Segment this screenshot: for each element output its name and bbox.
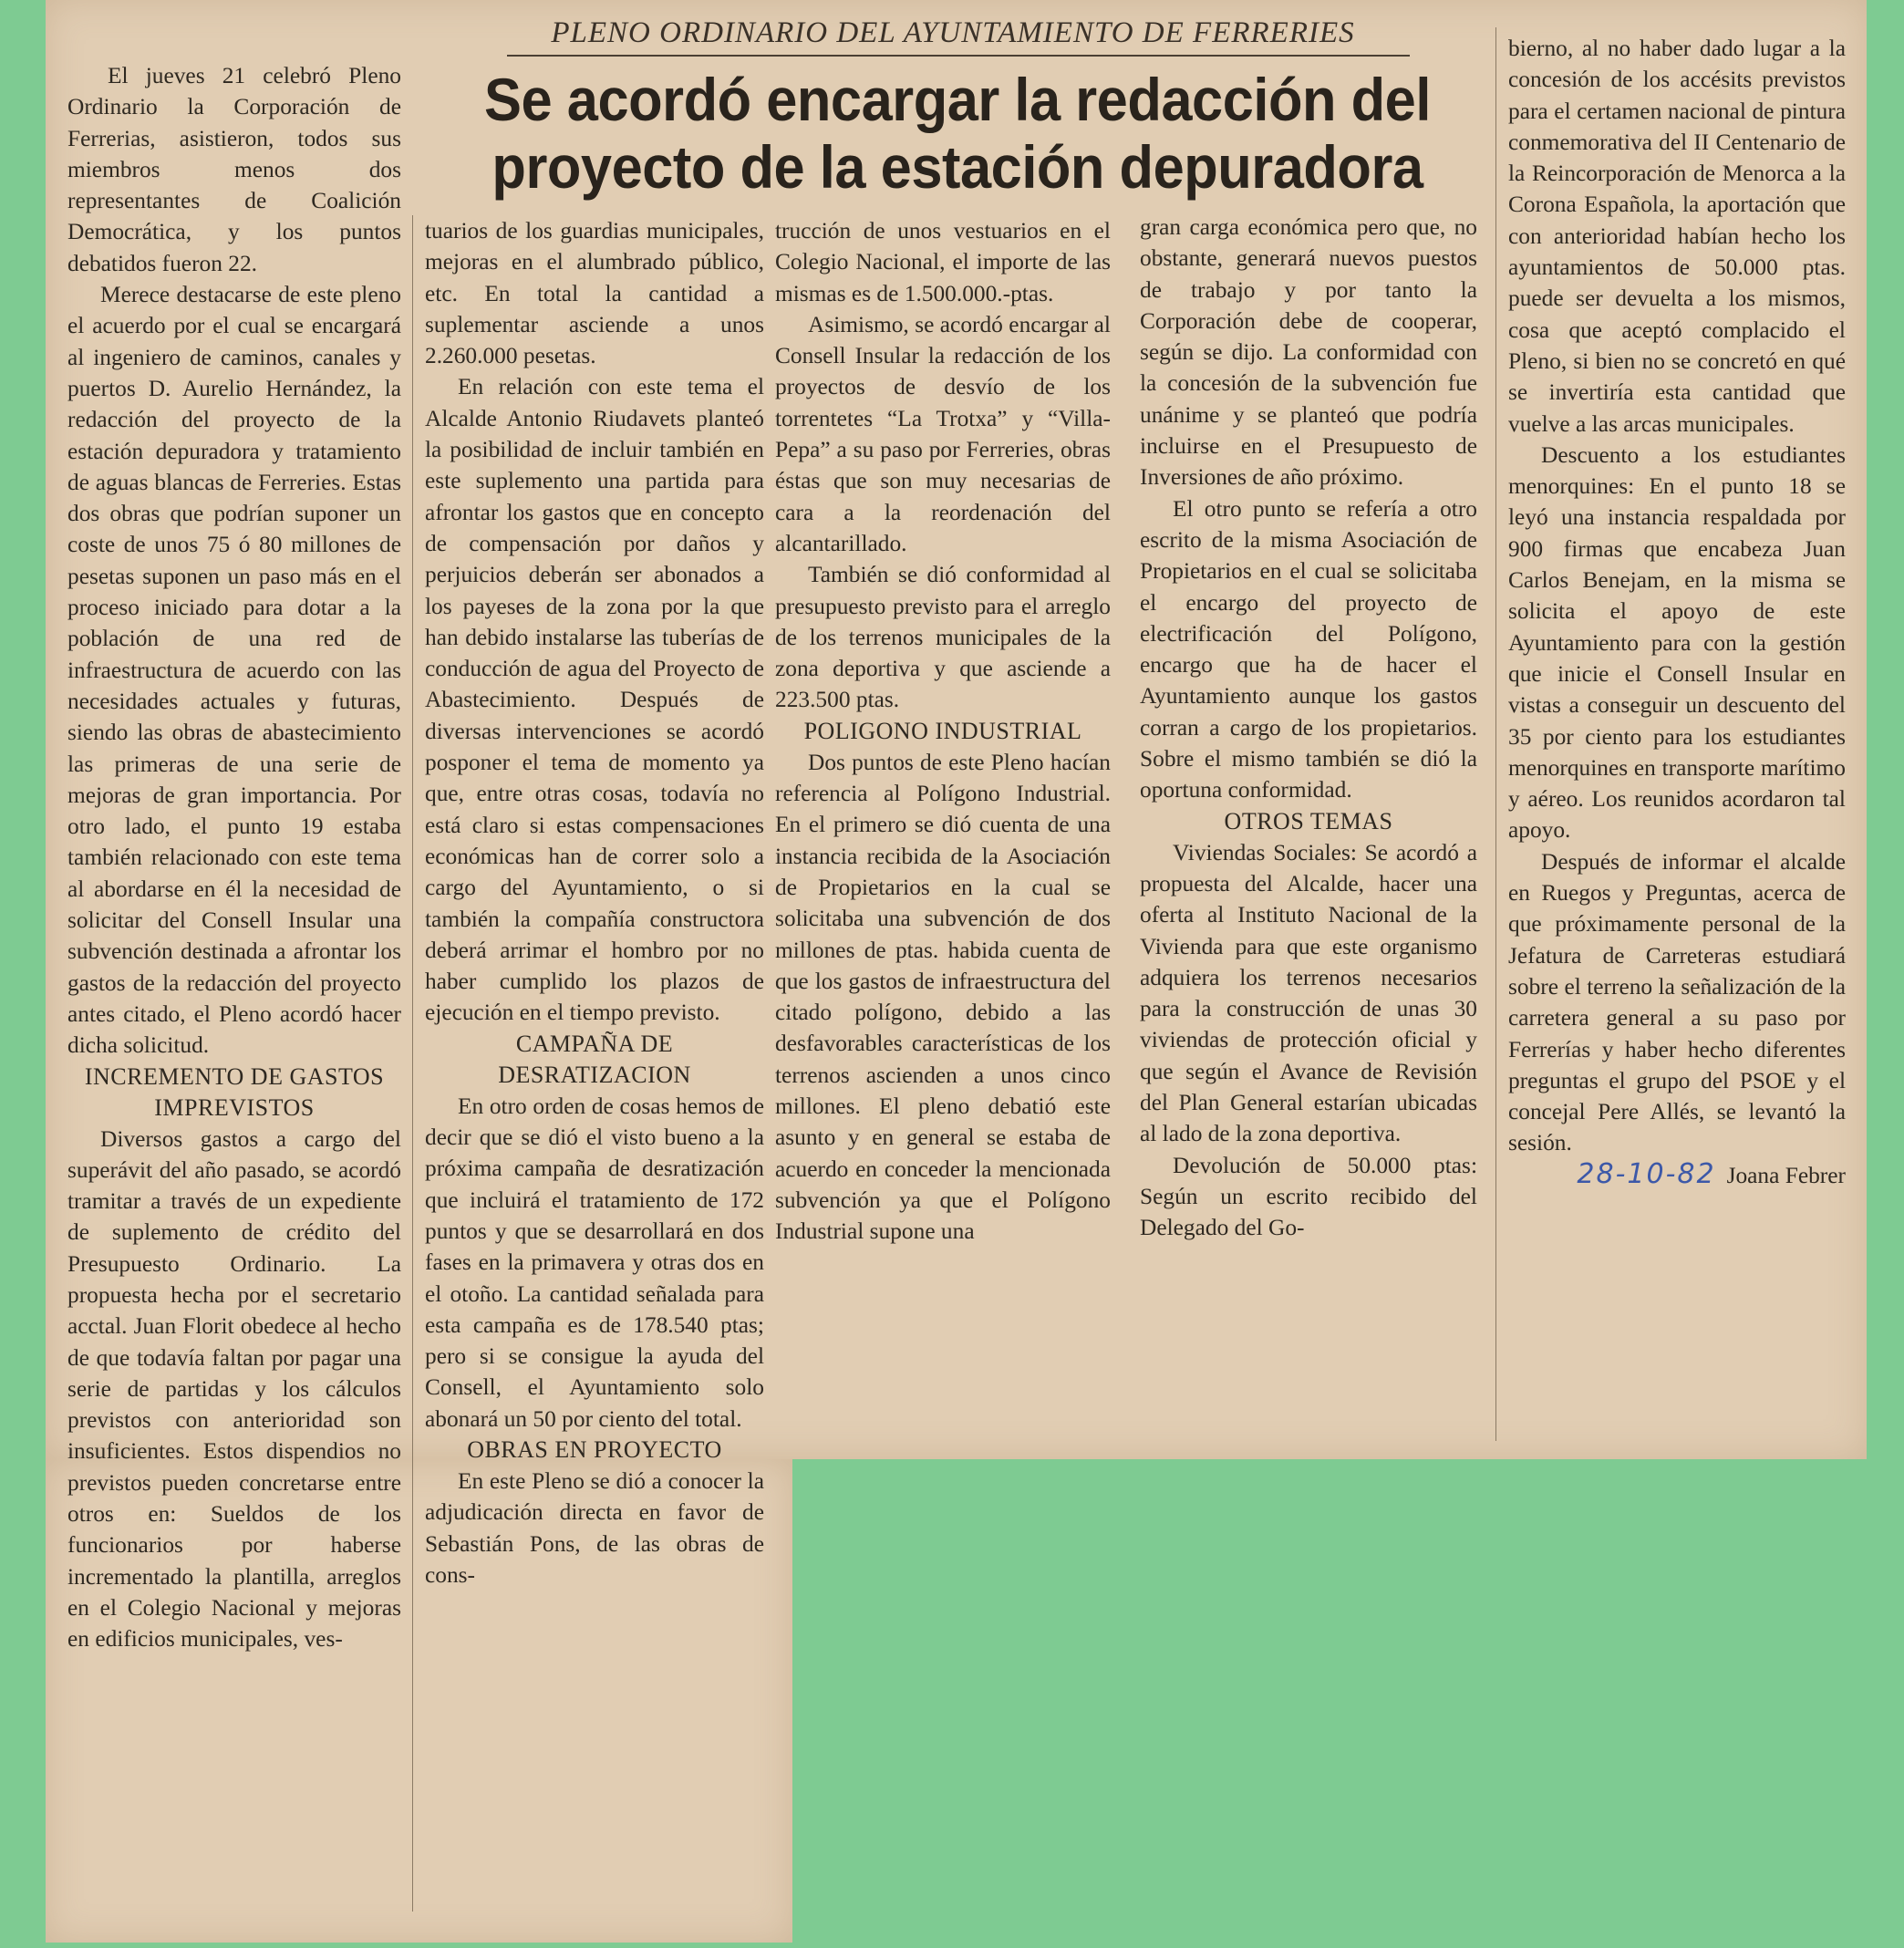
section-heading: POLIGONO INDUSTRIAL — [803, 717, 1082, 744]
overline: PLENO ORDINARIO DEL AYUNTAMIENTO DE FERRERIES — [551, 16, 1355, 49]
paragraph: Descuento a los estudiantes menorquines: En el punto 18 se leyó una instancia respaldada por 900 firmas que encabeza Juan Carlos Benejam, en la misma se solicita el apoyo de este Ayuntamiento para con la gestión que inicie el Consell Insular en vistas a conseguir un descuento del 35 por ciento para los estudiantes menorquines en transporte marítimo y aéreo. Los reunidos acordaron tal apoyo. — [1508, 441, 1846, 844]
signature-line — [1508, 1159, 1846, 1191]
column-divider — [412, 215, 413, 1912]
section-heading: OBRAS EN PROYECTO — [467, 1435, 722, 1463]
paragraph: trucción de unos vestuarios en el Colegio Nacional, el importe de las mismas es de 1.500.000.-ptas. — [775, 218, 1111, 306]
column-3 — [775, 215, 1111, 1248]
paragraph: El jueves 21 celebró Pleno Ordinario la Corporación de Ferrerias, asistieron, todos sus miembros menos dos representantes de Coalición Democrática, y los puntos debatidos fueron 22. — [67, 63, 401, 276]
headline: Se acordó encargar la redacción del proyecto de la estación depuradora — [484, 66, 1431, 201]
column-1 — [67, 60, 401, 1655]
paragraph: En otro orden de cosas hemos de decir que se dió el visto bueno a la próxima campaña de desratización que incluirá el tratamiento de 172 puntos y que se desarrollará en dos fases en la primavera y otras dos en el otoño. La cantidad señalada para esta campaña es de 178.540 ptas; pero si se consigue la ayuda del Consell, el Ayuntamiento solo abonará un 50 por ciento del total. — [425, 1093, 764, 1432]
section-heading: INCREMENTO DE GASTOS IMPREVISTOS — [84, 1062, 385, 1121]
paragraph: Asimismo, se acordó encargar al Consell Insular la redacción de los proyectos de desvío de los torrentetes “La Trotxa” y “Villa-Pepa” a su paso por Ferreries, obras éstas que son muy necesarias de cara a la reordenación del alcantarillado. — [775, 311, 1111, 556]
handwritten-date: 28-10-82 — [1577, 1157, 1716, 1190]
paragraph: Después de informar el alcalde en Ruegos y Preguntas, acerca de que próximamente personal de la Jefatura de Carreteras estudiará sobre el terreno la señalización de la carretera general a su paso por Ferrerías y haber hecho diferentes preguntas el grupo del PSOE y el concejal Pere Allés, se levantó la sesión. — [1508, 848, 1846, 1156]
section-heading: OTROS TEMAS — [1224, 807, 1393, 834]
column-4 — [1140, 212, 1477, 1244]
paragraph: En relación con este tema el Alcalde Antonio Riudavets planteó la posibilidad de incluir también en este suplemento una partida para afrontar los gastos que en concepto de compensación por daños y perjuicios deberán ser abonados a los payeses de la zona por la que han debido instalarse las tuberías de conducción de agua del Proyecto de Abastecimiento. Después de diversas intervenciones se acordó posponer el tema de momento ya que, entre otras cosas, todavía no está claro si estas compensaciones económicas han de correr solo a cargo del Ayuntamiento, o si también la compañía constructora deberá arrimar el hombro por no haber cumplido los plazos de ejecución en el tiempo previsto. — [425, 374, 764, 1026]
paragraph: Diversos gastos a cargo del superávit del año pasado, se acordó tramitar a través de un expediente de suplemento de crédito del Presupuesto Ordinario. La propuesta hecha por el secretario acctal. Juan Florit obedece al hecho de que todavía faltan por pagar una serie de partidas y los cálculos previstos con anterioridad son insuficientes. Estos dispendios no previstos pueden concretarse entre otros en: Sueldos de los funcionarios por haberse incrementado la plantilla, arreglos en el Colegio Nacional y mejoras en edificios municipales, ves- — [67, 1125, 401, 1653]
column-divider — [1495, 27, 1496, 1441]
paragraph: Dos puntos de este Pleno hacían referencia al Polígono Industrial. En el primero se dió cuenta de una instancia recibida de la Asociación de Propietarios en la cual se solicitaba una subvención de dos millones de ptas. habida cuenta de que los gastos de infraestructura del citado polígono, debido a las desfavorables características de los terrenos ascienden a unos cinco millones. El pleno debatió este asunto y en general se estaba de acuerdo en conceder la mencionada subvención ya que el Polígono Industrial supone una — [775, 749, 1111, 1245]
paragraph: Devolución de 50.000 ptas: Según un escrito recibido del Delegado del Go- — [1140, 1152, 1477, 1241]
paragraph: El otro punto se refería a otro escrito de la misma Asociación de Propietarios en el cual se solicitaba el encargo del proyecto de electrificación del Polígono, encargo que ha de hacer el Ayuntamiento aunque los gastos corran a cargo de los propietarios. Sobre el mismo también se dió la oportuna conformidad. — [1140, 495, 1477, 803]
paragraph: gran carga económica pero que, no obstante, generará nuevos puestos de trabajo y por tanto la Corporación debe de cooperar, según se dijo. La conformidad con la concesión de la subvención fue unánime y se planteó que podría incluirse en el Presupuesto de Inversiones de año próximo. — [1140, 214, 1477, 491]
paragraph: Viviendas Sociales: Se acordó a propuesta del Alcalde, hacer una oferta al Instituto Nacional de la Vivienda para que este organismo adquiera los terrenos necesarios para la construcción de unas 30 viviendas de protección oficial y que según el Avance de Revisión del Plan General estarían ubicadas al lado de la zona deportiva. — [1140, 839, 1477, 1147]
author-byline: Joana Febrer — [1726, 1162, 1846, 1188]
paragraph: También se dió conformidad al presupuesto previsto para el arreglo de los terrenos municipales de la zona deportiva y que asciende a 223.500 ptas. — [775, 562, 1111, 713]
column-2 — [425, 215, 764, 1591]
paragraph: En este Pleno se dió a conocer la adjudicación directa en favor de Sebastián Pons, de las obras de cons- — [425, 1467, 764, 1588]
section-heading: CAMPAÑA DE DESRATIZACION — [498, 1030, 691, 1088]
paragraph: tuarios de los guardias municipales, mejoras en el alumbrado público, etc. En total la cantidad a suplementar asciende a unos 2.260.000 pesetas. — [425, 218, 764, 369]
paragraph: bierno, al no haber dado lugar a la concesión de los accésits previstos para el certamen nacional de pintura conmemorativa del II Centenario de la Reincorporación de Menorca a la Corona Española, la aportación que con anterioridad habían hecho los ayuntamientos de 50.000 ptas. puede ser devuelta a los mismos, cosa que aceptó complacido el Pleno, si bien no se concretó en qué se invertiría esta cantidad que vuelve a las arcas municipales. — [1508, 36, 1846, 437]
column-5 — [1508, 33, 1846, 1191]
paragraph: Merece destacarse de este pleno el acuerdo por el cual se encargará al ingeniero de caminos, canales y puertos D. Aurelio Hernández, la redacción del proyecto de la estación depuradora y tratamiento de aguas blancas de Ferreries. Estas dos obras que podrían suponer un coste de unos 75 ó 80 millones de pesetas suponen un paso más en el proceso iniciado para dotar a la población de una red de infraestructura de acuerdo con las necesidades actuales y futuras, siendo las obras de abastecimiento las primeras de una serie de mejoras de gran importancia. Por otro lado, el punto 19 estaba también relacionado con este tema al abordarse en él la necesidad de solicitar del Consell Insular una subvención destinada a afrontar los gastos de la redacción del proyecto antes citado, el Pleno acordó hacer dicha solicitud. — [67, 282, 401, 1059]
overline-rule — [507, 55, 1410, 57]
